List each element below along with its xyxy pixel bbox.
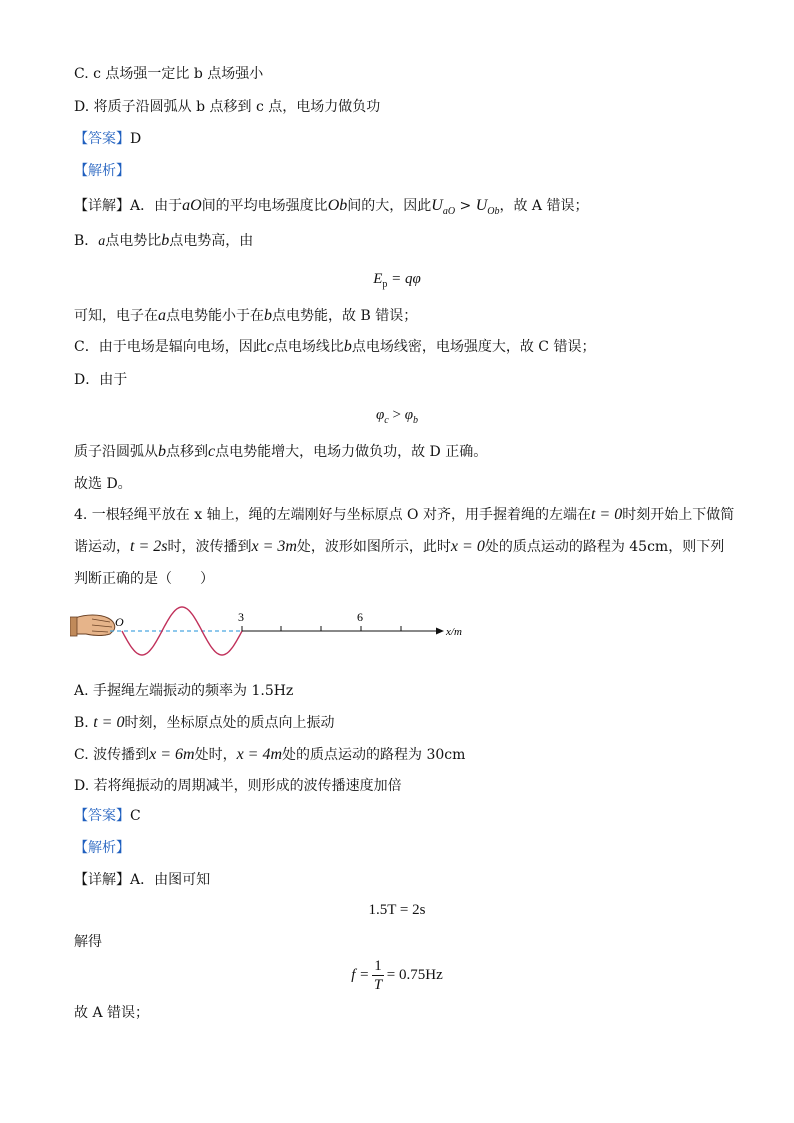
- math-c-2: c: [208, 443, 216, 460]
- solve-label: 解得: [74, 934, 102, 950]
- option-d-line: D. 将质子沿圆弧从 b 点移到 c 点，电场力做负功: [74, 99, 381, 115]
- math-t2: t = 2s: [130, 538, 168, 555]
- final-line: 故 A 错误；: [74, 1005, 150, 1021]
- analysis-1-heading: 【解析】: [74, 163, 130, 179]
- detail-b2-line: [74, 306, 417, 326]
- math-a-2: a: [158, 307, 166, 324]
- tick-label-3: 3: [238, 610, 244, 624]
- detail-d2-line: [74, 442, 487, 462]
- tick-label-6: 6: [357, 610, 363, 624]
- q4-text-c: 谐运动，: [74, 539, 130, 555]
- freq-lhs: f =: [351, 967, 370, 983]
- detail-a-prefix: 【详解】A．由于: [74, 198, 183, 214]
- option-c-end: 处的质点运动的路程为 30cm: [282, 747, 466, 763]
- math-b-2: b: [264, 307, 272, 324]
- formula-phi: $\varphi_c > \varphi_b$: [375, 407, 419, 426]
- answer-1: [74, 129, 141, 149]
- option-c: [74, 745, 465, 765]
- math-t0-b: t = 0: [93, 714, 125, 731]
- detail-c-end: 点电场线密，电场强度大，故 C 错误；: [351, 339, 596, 355]
- option-d: D. 若将绳振动的周期减半，则形成的波传播速度加倍: [74, 778, 402, 794]
- q4-text-f: 处的质点运动的路程为 45cm，则下列: [484, 539, 725, 555]
- detail-b-mid: 点电势比: [105, 233, 162, 249]
- wave-figure: [70, 606, 470, 674]
- detail-b2-mid: 点电势能小于在: [166, 308, 264, 324]
- option-b: [74, 713, 334, 733]
- detail-b-prefix: B．: [74, 233, 99, 249]
- detail-b-line: [74, 231, 253, 252]
- q4-text-d: 时，波传播到: [167, 539, 252, 555]
- freq-rhs: = 0.75Hz: [386, 967, 443, 983]
- option-b-prefix: B.: [74, 715, 89, 731]
- math-t0: t = 0: [590, 506, 623, 523]
- choose-line: 故选 D。: [74, 476, 132, 492]
- x-axis-arrow: [436, 628, 444, 635]
- answer-tag-2: 【答案】: [74, 808, 130, 824]
- option-a: A. 手握绳左端振动的频率为 1.5Hz: [74, 683, 294, 699]
- equation-frequency: [0, 957, 794, 997]
- analysis-2-heading: 【解析】: [74, 840, 130, 856]
- detail-a-end: ，故 A 错误；: [499, 198, 589, 214]
- math-c: c: [266, 338, 274, 355]
- answer-value: D: [130, 131, 142, 147]
- formula-ep: $E_p = q\varphi$: [373, 271, 421, 290]
- question-4-line-2: [74, 537, 724, 557]
- option-c-prefix: C. 波传播到: [74, 747, 150, 763]
- answer-value-2: C: [130, 808, 141, 824]
- detail-d2-mid: 点移到: [166, 444, 208, 460]
- detail-d-line: D．由于: [74, 372, 128, 388]
- detail-a-mid2: 间的大，因此: [347, 198, 432, 214]
- question-4-line-1: [74, 505, 734, 525]
- freq-fraction: $\frac{1}{T}$: [373, 958, 383, 994]
- q4-text-a: 4. 一根轻绳平放在 x 轴上，绳的左端刚好与坐标原点 O 对齐，用手握着绳的左端在: [74, 507, 591, 523]
- math-b-3: b: [343, 338, 352, 355]
- answer-2: [74, 806, 141, 826]
- question-4-line-3: 判断正确的是（ ）: [74, 571, 214, 587]
- option-c-mid: 处时，: [194, 747, 237, 763]
- math-b-4: b: [158, 443, 166, 460]
- detail-c-mid: 点电场线比: [273, 339, 344, 355]
- detail-a-line: [74, 196, 589, 222]
- detail-c-line: [74, 337, 595, 357]
- option-c-line: C. c 点场强一定比 b 点场强小: [74, 66, 264, 82]
- detail-c-prefix: C．由于电场是辐向电场，因此: [74, 339, 267, 355]
- detail-a-mid1: 间的平均电场强度比: [201, 198, 328, 214]
- answer-tag: 【答案】: [74, 131, 130, 147]
- origin-label: O: [115, 615, 124, 629]
- math-x3: x = 3m: [251, 538, 297, 555]
- math-x0: x = 0: [450, 538, 485, 555]
- gt-sign: >: [455, 198, 476, 214]
- math-aO: aO: [182, 197, 202, 214]
- math-U-Ob: $U_{Ob}$: [475, 197, 500, 218]
- detail-b2-end: 点电势能，故 B 错误；: [272, 308, 418, 324]
- q4-text-b: 时刻开始上下做简: [622, 507, 735, 523]
- math-U-aO: $U_{aO}$: [431, 197, 456, 218]
- q4-text-e: 处，波形如图所示，此时: [296, 539, 451, 555]
- axis-label: x/m: [446, 626, 462, 638]
- math-x6: x = 6m: [149, 746, 195, 763]
- math-b: b: [161, 232, 170, 249]
- hand-icon: [70, 615, 115, 636]
- detail-b2-prefix: 可知，电子在: [74, 308, 158, 324]
- equation-period: 1.5T = 2s: [368, 902, 426, 918]
- detail-d2-end: 点电势能增大，电场力做负功，故 D 正确。: [215, 444, 488, 460]
- option-b-end: 时刻，坐标原点处的质点向上振动: [124, 715, 335, 731]
- detail-b-end: 点电势高，由: [169, 233, 254, 249]
- math-x4: x = 4m: [236, 746, 283, 763]
- math-a: a: [98, 234, 106, 249]
- detail-2-line: 【详解】A．由图可知: [74, 872, 211, 888]
- math-Ob: Ob: [327, 197, 348, 214]
- detail-d2-prefix: 质子沿圆弧从: [74, 444, 158, 460]
